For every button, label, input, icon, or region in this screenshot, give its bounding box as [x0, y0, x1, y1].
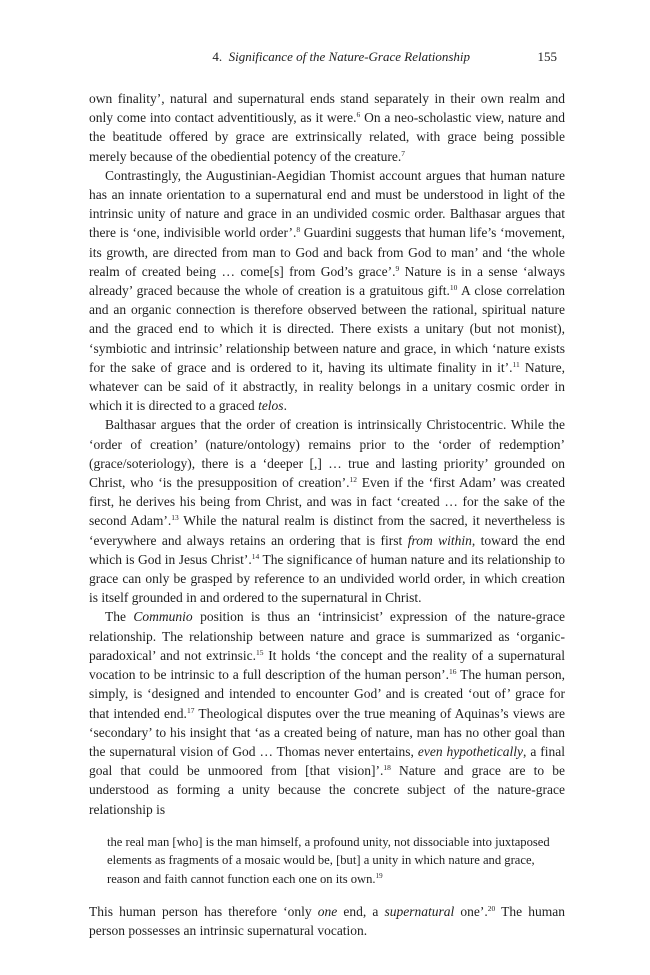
footnote-ref: 17	[186, 705, 195, 715]
footnote-ref: 15	[256, 647, 264, 657]
footnote-ref: 11	[512, 359, 520, 369]
paragraph-4	[89, 607, 565, 818]
text-run: Contrastingly, the Augustinian-Aegidian Thomist account argues that human nature has an innate orientation to a supernatural end and must be understood in light of the intrinsic unity of nature and grace in an undivided cosmic order. Balthasar argues that there is ‘one, indivisible world order’.	[89, 167, 565, 241]
body-text	[89, 89, 565, 940]
text-run: A close correlation and an organic connection is therefore observed between the rational, spiritual nature and the graced end to which it is directed. There exists a unitary (but not monist), ‘symbiotic and intrinsic’ relationship between nature and grace, in which ‘nature exists for the sake of grace and is ordered to it, having its ultimate finality in it’.	[89, 283, 565, 375]
text-run: position is thus an ‘intrinsicist’ expression of the nature-grace relationship. The relationship between nature and grace is summarized as ‘organic-paradoxical’ and not extrinsic.	[89, 609, 565, 663]
footnote-ref: 12	[349, 475, 357, 485]
italic-text: even hypothetically	[417, 743, 523, 759]
text-run: Nature is in a sense ‘always already’ graced because the whole of creation is a gratuitous gift.	[89, 263, 565, 299]
footnote-ref: 20	[487, 903, 496, 913]
text-run: , toward the end which is God in Jesus Christ’.	[89, 532, 565, 567]
text-run: Nature and grace are to be understood as forming a unity because the concrete subject of the nature-grace relationship is	[89, 763, 566, 817]
paragraph-2	[89, 166, 565, 416]
italic-text: supernatural	[384, 903, 455, 919]
text-run: Theological disputes over the true meaning of Aquinas’s views are ‘secondary’ to his insight that ‘as a created being of nature, man has no other goal than the supernatural vision of God … Thomas never entertains,	[89, 705, 565, 759]
footnote-ref: 7	[401, 148, 405, 158]
italic-text: telos	[258, 398, 284, 414]
text-run: The significance of human nature and its relationship to grace can only be grasped by reference to an undivided world order, in which creation is itself grounded in and ordered to the supernatural in Christ.	[89, 551, 565, 606]
footnote-ref: 19	[375, 871, 383, 880]
text-run: , a final goal that could be unmoored from [that vision]’.	[89, 743, 566, 779]
footnote-ref: 13	[171, 513, 179, 523]
text-run: own finality’, natural and supernatural ends stand separately in their own realm and only come into contact adventitiously, as it were.	[89, 91, 565, 126]
footnote-ref: 6	[356, 110, 361, 120]
chapter-title-text: Significance of the Nature-Grace Relationship	[228, 49, 470, 64]
footnote-ref: 8	[296, 225, 301, 235]
footnote-ref: 10	[449, 283, 458, 293]
text-run: Guardini suggests that human life’s ‘movement, its growth, are directed from man to God and back from God to man’ and ‘the whole realm of created being … come[s] from God’s grace’.	[89, 225, 566, 279]
paragraph-1	[89, 89, 565, 166]
text-run: the real man [who] is the man himself, a profound unity, not dissociable into juxtaposed elements as fragments of a mosaic would be, [but] a unity in which nature and grace, reason and faith cannot function each one on its own.	[107, 834, 550, 886]
book-page	[89, 0, 565, 975]
chapter-number: 4.	[212, 49, 223, 64]
italic-text: Communio	[133, 609, 193, 625]
text-run: The human person, simply, is ‘designed and intended to encounter God’ and is created ‘out of’ grace for that intended end.	[89, 667, 565, 721]
footnote-ref: 14	[251, 551, 260, 561]
text-run: one’.	[454, 903, 488, 919]
footnote-ref: 18	[383, 763, 391, 773]
text-run: Nature, whatever can be said of it abstractly, in reality belongs in a unitary cosmic order in which it is directed to a graced	[89, 359, 565, 414]
block-quote	[107, 833, 553, 888]
text-run: While the natural realm is distinct from the sacred, it nevertheless is ‘everywhere and always retains an ordering that is first	[89, 513, 566, 548]
text-run: On a neo-scholastic view, nature and the beatitude offered by grace are extrinsically related, with grace being possible merely because of the obediential potency of the creature.	[89, 110, 565, 164]
text-run: It holds ‘the concept and the reality of a supernatural vocation to be intrinsic to a full description of the human person’.	[89, 647, 565, 683]
text-run: end, a	[337, 903, 385, 919]
footnote-ref: 9	[395, 263, 400, 273]
chapter-title	[212, 47, 470, 67]
closing-paragraph	[89, 902, 565, 940]
text-run: Even if the ‘first Adam’ was created first, he derives his being from Christ, and was in fact ‘created … for the sake of the second Adam’.	[89, 475, 565, 529]
text-run: The human person possesses an intrinsic supernatural vocation.	[89, 903, 565, 939]
running-head	[89, 47, 565, 67]
footnote-ref: 16	[449, 667, 457, 677]
text-run: This human person has therefore ‘only	[89, 903, 318, 919]
text-run: The	[105, 609, 134, 625]
text-run: .	[283, 398, 287, 414]
italic-text: one	[317, 903, 338, 919]
page-number: 155	[537, 49, 557, 64]
text-run: Balthasar argues that the order of creation is intrinsically Christocentric. While the ‘order of creation’ (nature/ontology) remains prior to the ‘order of redemption’ (grace/soteriology), there is a ‘deeper [,] … true and lasting priority’ grounded on Christ, who ‘is the presupposition of creation’.	[89, 417, 565, 491]
paragraph-3	[89, 415, 565, 607]
italic-text: from within	[407, 532, 472, 548]
